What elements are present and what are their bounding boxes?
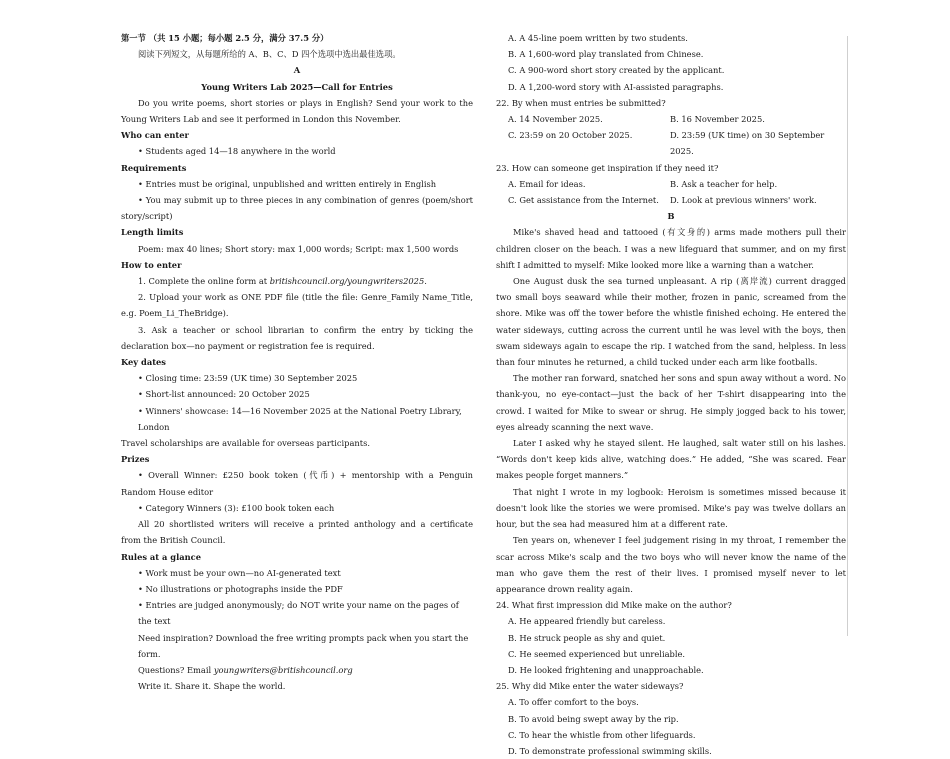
how-step-1-end: . xyxy=(424,276,427,287)
left-column xyxy=(121,30,473,694)
who-heading: Who can enter xyxy=(121,130,189,141)
passage-b-paragraph: Later I asked why he stayed silent. He laughed, salt water still on his lashes. “Words don't keep kids alive, watching does.” He added, “She was scared. Fear makes people forget manners.” xyxy=(496,438,846,481)
questions-text: Questions? Email xyxy=(138,664,214,675)
q22-options-row xyxy=(496,111,846,127)
passage-b-paragraph: Mike's shaved head and tattooed (有文身的) arms made mothers pull their children closer on the beach. I was a new lifeguard that summer, and on my first shift I admitted to myself: Mike looked more like a warning than a watcher. xyxy=(496,227,846,270)
q22-option-b[interactable]: B. 16 November 2025. xyxy=(670,114,765,125)
q24-option-d[interactable]: D. He looked frightening and unapproachable. xyxy=(508,664,704,675)
rule-item: • Work must be your own—no AI-generated text xyxy=(138,567,341,578)
q23-option-a[interactable]: A. Email for ideas. xyxy=(508,178,586,189)
questions-line xyxy=(121,662,473,678)
prize-item: • Overall Winner: £250 book token (代币) + mentorship with a Penguin Random House editor xyxy=(121,470,473,497)
inspiration-note: Need inspiration? Download the free writing prompts pack when you start the form. xyxy=(138,632,469,659)
date-item: • Winners' showcase: 14—16 November 2025 at the National Poetry Library, London xyxy=(138,405,462,432)
passage-b-paragraph: That night I wrote in my logbook: Heroism is sometimes missed because it doesn't look like the stories we were promised. Mike's pay was twelve dollars an hour, but the sea had measured him at a different rate. xyxy=(496,486,846,530)
length-heading: Length limits xyxy=(121,227,184,238)
instruction: 阅读下列短文，从每题所给的 A、B、C、D 四个选项中选出最佳选项。 xyxy=(138,49,401,60)
question-23: 23. How can someone get inspiration if they need it? xyxy=(496,162,719,173)
q22-option-c[interactable]: C. 23:59 on 20 October 2025. xyxy=(508,130,633,141)
how-step-3: 3. Ask a teacher or school librarian to confirm the entry by ticking the declaration box—no payment or registration fee is required. xyxy=(121,324,473,351)
how-heading: How to enter xyxy=(121,259,182,270)
intro-paragraph: Do you write poems, short stories or plays in English? Send your work to the Young Writers Lab and see it performed in London this November. xyxy=(121,97,473,125)
question-22: 22. By when must entries be submitted? xyxy=(496,97,666,108)
how-step-1-text: 1. Complete the online form at xyxy=(138,276,270,287)
q23-options-row xyxy=(496,192,846,208)
passage-b-paragraph: The mother ran forward, snatched her sons and spun away without a word. No thank-you, no eye-contact—just the back of her T-shirt disappearing into the crowd. I waited for Mike to swear or shrug. He simply jogged back to his tower, eyes already scanning the next wave. xyxy=(496,373,846,432)
requirement-item: • You may submit up to three pieces in any combination of genres (poem/short story/script) xyxy=(121,195,473,222)
q23-option-c[interactable]: C. Get assistance from the Internet. xyxy=(508,195,659,206)
rule-item: • No illustrations or photographs inside the PDF xyxy=(138,583,343,594)
rule-item: • Entries are judged anonymously; do NOT write your name on the pages of the text xyxy=(138,600,459,627)
q23-option-d[interactable]: D. Look at previous winners' work. xyxy=(670,195,817,206)
q22-options-row xyxy=(496,127,846,159)
passage-label-a: A xyxy=(293,65,301,76)
section-heading: 第一节 （共 15 小题；每小题 2.5 分，满分 37.5 分） xyxy=(121,33,329,43)
passage-label-b: B xyxy=(667,211,675,222)
q23-options-row xyxy=(496,176,846,192)
question-25: 25. Why did Mike enter the water sideways? xyxy=(496,681,684,692)
rules-heading: Rules at a glance xyxy=(121,551,201,562)
q21-option-a[interactable]: A. A 45-line poem written by two students. xyxy=(508,33,688,43)
q22-option-d[interactable]: D. 23:59 (UK time) on 30 September 2025. xyxy=(670,130,825,157)
q25-option-a[interactable]: A. To offer comfort to the boys. xyxy=(508,697,639,708)
q25-option-d[interactable]: D. To demonstrate professional swimming skills. xyxy=(508,745,712,756)
requirement-item: • Entries must be original, unpublished and written entirely in English xyxy=(138,178,437,189)
closing-line: Write it. Share it. Shape the world. xyxy=(138,681,286,692)
travel-note: Travel scholarships are available for overseas participants. xyxy=(121,438,370,449)
how-step-1 xyxy=(121,273,473,289)
date-item: • Closing time: 23:59 (UK time) 30 September 2025 xyxy=(138,373,358,384)
question-24: 24. What first impression did Mike make on the author? xyxy=(496,600,732,611)
q24-option-b[interactable]: B. He struck people as shy and quiet. xyxy=(508,632,666,643)
prize-note: All 20 shortlisted writers will receive a printed anthology and a certificate from the British Council. xyxy=(121,519,473,546)
contact-email-link[interactable]: youngwriters@britishcouncil.org xyxy=(213,664,353,675)
entry-form-link[interactable]: britishcouncil.org/youngwriters2025 xyxy=(269,276,425,287)
q25-option-b[interactable]: B. To avoid being swept away by the rip. xyxy=(508,713,679,724)
passage-b-paragraph: One August dusk the sea turned unpleasant. A rip (离岸流) current dragged two small boys seaward while their mother, frozen in panic, screamed from the shore. Mike was off the tower before the whistle finished echoing. He entered the water sideways, cutting across the current until he was level with the boys, then swam sideways again to escape the rip. I watched from the sand, helpless. In less than four minutes he returned, a child tucked under each arm like footballs. xyxy=(496,276,846,368)
dates-heading: Key dates xyxy=(121,357,166,368)
prizes-heading: Prizes xyxy=(121,454,150,465)
q25-option-c[interactable]: C. To hear the whistle from other lifeguards. xyxy=(508,729,696,740)
requirements-heading: Requirements xyxy=(121,162,187,173)
q21-option-c[interactable]: C. A 900-word short story created by the applicant. xyxy=(508,65,725,76)
date-item: • Short-list announced: 20 October 2025 xyxy=(138,389,310,400)
who-item: • Students aged 14—18 anywhere in the world xyxy=(138,146,336,157)
q21-option-d[interactable]: D. A 1,200-word story with AI-assisted paragraphs. xyxy=(508,81,724,92)
right-column xyxy=(496,30,846,759)
q22-option-a[interactable]: A. 14 November 2025. xyxy=(508,114,603,125)
q21-option-b[interactable]: B. A 1,600-word play translated from Chinese. xyxy=(508,49,704,60)
length-item: Poem: max 40 lines; Short story: max 1,000 words; Script: max 1,500 words xyxy=(138,243,459,254)
prize-item: • Category Winners (3): £100 book token each xyxy=(138,502,335,513)
passage-title: Young Writers Lab 2025—Call for Entries xyxy=(201,81,393,92)
q24-option-c[interactable]: C. He seemed experienced but unreliable. xyxy=(508,648,686,659)
q24-option-a[interactable]: A. He appeared friendly but careless. xyxy=(508,616,666,627)
how-step-2: 2. Upload your work as ONE PDF file (title the file: Genre_Family Name_Title, e.g. Poem_Li_TheBridge). xyxy=(121,292,473,319)
q23-option-b[interactable]: B. Ask a teacher for help. xyxy=(670,178,778,189)
scan-edge-divider xyxy=(847,36,848,636)
passage-b-paragraph: Ten years on, whenever I feel judgement rising in my throat, I remember the scar across Mike's scalp and the two boys who will never know the name of the man who gave them the rest of their lives. I promised myself never to let appearance drown reality again. xyxy=(496,535,846,594)
